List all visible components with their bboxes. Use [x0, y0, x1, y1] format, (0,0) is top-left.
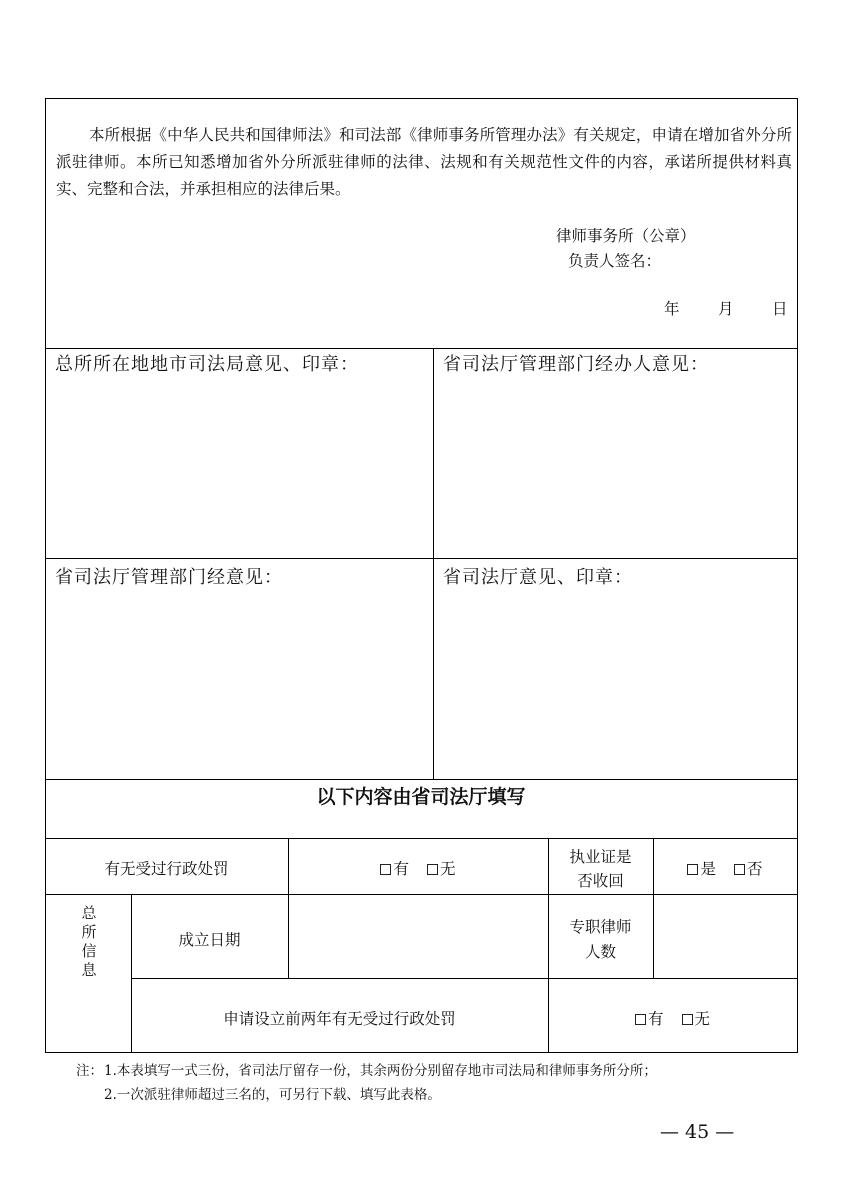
city-bureau-opinion-label: 总所所在地地市司法局意见、印章： — [55, 354, 359, 375]
established-date-value[interactable] — [289, 896, 547, 977]
checkbox-icon[interactable] — [687, 864, 698, 875]
prior-penalty-label: 申请设立前两年有无受过行政处罚 — [223, 1010, 456, 1028]
note-line-1: 1.本表填写一式三份，省司法厅留存一份，其余两份分别留存地市司法局和律师事务所分所； — [104, 1063, 657, 1079]
head-office-char: 总 — [81, 904, 97, 922]
provincial-opinion-label: 省司法厅意见、印章： — [443, 567, 633, 588]
section-title: 以下内容由省司法厅填写 — [316, 786, 526, 808]
declaration-text: 本所根据《中华人民共和国律师法》和司法部《律师事务所管理办法》有关规定，申请在增加省外分所派驻律师。本所已知悉增加省外分所派驻律师的法律、法规和有关规范性文件的内容，承诺所提供材料真实、完整和合法，并承担相应的法律后果。 — [56, 126, 792, 198]
checkbox-icon[interactable] — [427, 864, 438, 875]
checkbox-icon[interactable] — [635, 1014, 646, 1025]
head-office-info-label — [79, 904, 99, 980]
admin-penalty-label: 有无受过行政处罚 — [104, 860, 229, 878]
department-opinion-label: 省司法厅管理部门经意见： — [55, 567, 283, 588]
date-month-label: 月 — [718, 300, 734, 318]
row-divider — [45, 838, 797, 839]
fulltime-lawyers-label-line2: 人数 — [584, 943, 616, 961]
row-divider — [45, 894, 797, 895]
license-revoked-no-option[interactable]: 否 — [734, 857, 763, 879]
license-revoked-label-line1: 执业证是 — [569, 848, 632, 866]
established-date-label: 成立日期 — [178, 931, 241, 949]
fulltime-lawyers-label-line1: 专职律师 — [569, 918, 632, 936]
admin-penalty-options — [288, 857, 548, 879]
license-revoked-yes-option[interactable]: 是 — [687, 857, 716, 879]
checkbox-icon[interactable] — [734, 864, 745, 875]
row-divider — [45, 348, 797, 349]
notes-prefix: 注： — [76, 1063, 103, 1079]
signature-label: 负责人签名： — [568, 252, 662, 270]
license-revoked-options — [653, 857, 797, 879]
head-office-char: 息 — [81, 961, 97, 979]
handler-opinion-label: 省司法厅管理部门经办人意见： — [443, 354, 709, 375]
head-office-char: 所 — [81, 923, 97, 941]
checkbox-icon[interactable] — [682, 1014, 693, 1025]
row-divider — [45, 779, 797, 780]
fulltime-lawyers-value[interactable] — [654, 896, 796, 977]
page-number: — 45 — — [660, 1121, 735, 1143]
admin-penalty-no-option[interactable]: 无 — [427, 857, 456, 879]
date-day-label: 日 — [772, 300, 788, 318]
license-revoked-label-line2: 否收回 — [577, 872, 624, 890]
prior-penalty-options — [548, 1007, 797, 1029]
row-divider — [131, 978, 797, 979]
head-office-char: 信 — [81, 942, 97, 960]
prior-penalty-no-option[interactable]: 无 — [682, 1007, 711, 1029]
seal-label: 律师事务所（公章） — [556, 227, 696, 245]
row-divider — [45, 558, 797, 559]
column-divider — [433, 348, 434, 779]
date-year-label: 年 — [664, 300, 680, 318]
prior-penalty-yes-option[interactable]: 有 — [635, 1007, 664, 1029]
checkbox-icon[interactable] — [380, 864, 391, 875]
admin-penalty-yes-option[interactable]: 有 — [380, 857, 409, 879]
note-line-2: 2.一次派驻律师超过三名的，可另行下载、填写此表格。 — [104, 1087, 441, 1103]
